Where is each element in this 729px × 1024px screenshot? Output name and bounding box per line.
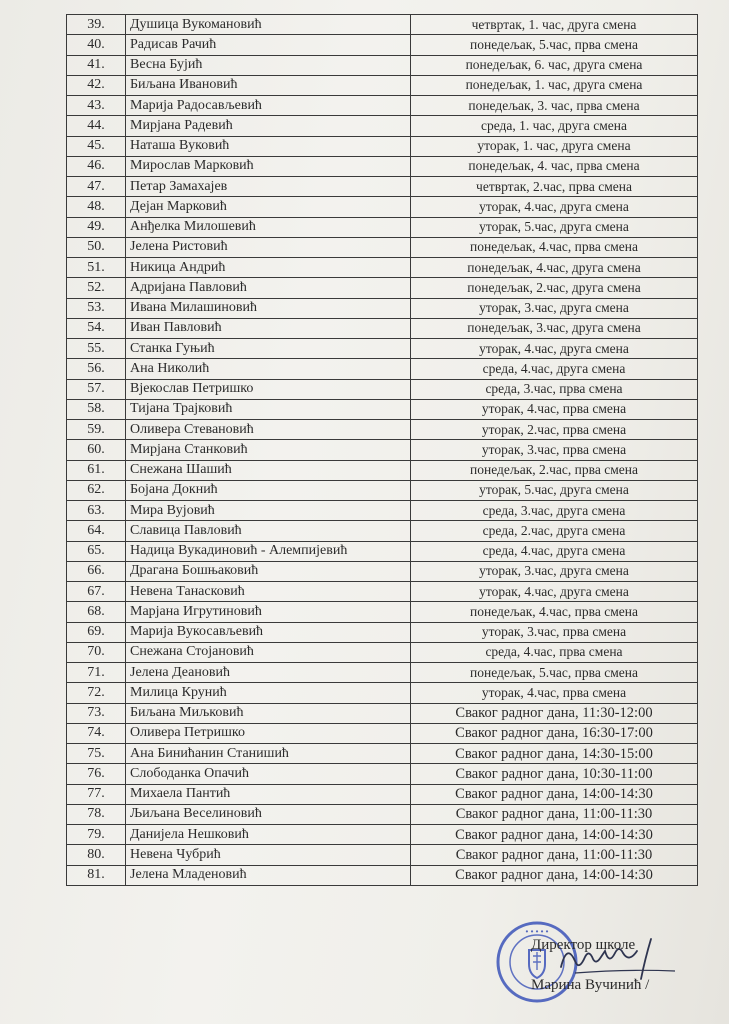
consultation-time: уторак, 5.час, друга смена bbox=[411, 480, 698, 500]
row-number: 75. bbox=[67, 744, 126, 764]
table-row bbox=[67, 177, 698, 197]
row-number: 69. bbox=[67, 622, 126, 642]
row-number: 40. bbox=[67, 35, 126, 55]
consultation-time: уторак, 4.час, прва смена bbox=[411, 399, 698, 419]
consultation-time: четвртак, 1. час, друга смена bbox=[411, 15, 698, 35]
consultation-time: Сваког радног дана, 10:30-11:00 bbox=[411, 764, 698, 784]
table-row bbox=[67, 723, 698, 743]
table-row bbox=[67, 116, 698, 136]
teacher-name: Марија Вукосављевић bbox=[126, 622, 411, 642]
row-number: 45. bbox=[67, 136, 126, 156]
table-row bbox=[67, 764, 698, 784]
teacher-name: Весна Бујић bbox=[126, 55, 411, 75]
row-number: 54. bbox=[67, 318, 126, 338]
table-row bbox=[67, 278, 698, 298]
row-number: 72. bbox=[67, 683, 126, 703]
row-number: 61. bbox=[67, 460, 126, 480]
table-row bbox=[67, 642, 698, 662]
teacher-name: Милица Крунић bbox=[126, 683, 411, 703]
row-number: 47. bbox=[67, 177, 126, 197]
consultation-time: Сваког радног дана, 14:00-14:30 bbox=[411, 784, 698, 804]
table-row bbox=[67, 55, 698, 75]
row-number: 39. bbox=[67, 15, 126, 35]
teacher-name: Мирјана Станковић bbox=[126, 440, 411, 460]
row-number: 60. bbox=[67, 440, 126, 460]
consultation-time: уторак, 3.час, друга смена bbox=[411, 561, 698, 581]
row-number: 49. bbox=[67, 217, 126, 237]
table-row bbox=[67, 35, 698, 55]
row-number: 57. bbox=[67, 379, 126, 399]
consultation-time: понедељак, 2.час, прва смена bbox=[411, 460, 698, 480]
consultation-time: понедељак, 4.час, прва смена bbox=[411, 602, 698, 622]
teacher-name: Анђелка Милошевић bbox=[126, 217, 411, 237]
row-number: 55. bbox=[67, 339, 126, 359]
teacher-name: Љиљана Веселиновић bbox=[126, 804, 411, 824]
consultation-time: уторак, 3.час, прва смена bbox=[411, 622, 698, 642]
teacher-name: Михаела Пантић bbox=[126, 784, 411, 804]
table-row bbox=[67, 663, 698, 683]
teacher-name: Надица Вукадиновић - Алемпијевић bbox=[126, 541, 411, 561]
table-row bbox=[67, 501, 698, 521]
teacher-name: Иван Павловић bbox=[126, 318, 411, 338]
consultation-time: Сваког радног дана, 14:00-14:30 bbox=[411, 825, 698, 845]
table-row bbox=[67, 237, 698, 257]
table-row bbox=[67, 602, 698, 622]
consultation-time: Сваког радног дана, 14:30-15:00 bbox=[411, 744, 698, 764]
teacher-name: Ана Николић bbox=[126, 359, 411, 379]
teacher-name: Невена Чубрић bbox=[126, 845, 411, 865]
table-row bbox=[67, 298, 698, 318]
teacher-name: Мирослав Марковић bbox=[126, 156, 411, 176]
signature-block bbox=[495, 915, 715, 1015]
consultation-time: понедељак, 4. час, прва смена bbox=[411, 156, 698, 176]
row-number: 65. bbox=[67, 541, 126, 561]
consultation-time: среда, 3.час, прва смена bbox=[411, 379, 698, 399]
row-number: 53. bbox=[67, 298, 126, 318]
table-row bbox=[67, 541, 698, 561]
table-row bbox=[67, 804, 698, 824]
table-row bbox=[67, 683, 698, 703]
director-name-text: Марина Вучинић bbox=[531, 977, 642, 993]
consultation-time: понедељак, 4.час, друга смена bbox=[411, 258, 698, 278]
table-row bbox=[67, 15, 698, 35]
table-row bbox=[67, 622, 698, 642]
row-number: 56. bbox=[67, 359, 126, 379]
teacher-name: Марија Радосављевић bbox=[126, 96, 411, 116]
teacher-name: Дејан Марковић bbox=[126, 197, 411, 217]
row-number: 59. bbox=[67, 420, 126, 440]
consultation-time: уторак, 1. час, друга смена bbox=[411, 136, 698, 156]
table-row bbox=[67, 865, 698, 885]
row-number: 64. bbox=[67, 521, 126, 541]
row-number: 80. bbox=[67, 845, 126, 865]
teacher-name: Бојана Докнић bbox=[126, 480, 411, 500]
teacher-name: Оливера Петришко bbox=[126, 723, 411, 743]
teacher-name: Душица Вукомановић bbox=[126, 15, 411, 35]
teacher-name: Ивана Милашиновић bbox=[126, 298, 411, 318]
teacher-name: Вјекослав Петришко bbox=[126, 379, 411, 399]
table-row bbox=[67, 156, 698, 176]
table-row bbox=[67, 197, 698, 217]
row-number: 42. bbox=[67, 75, 126, 95]
consultation-time: уторак, 4.час, друга смена bbox=[411, 582, 698, 602]
row-number: 48. bbox=[67, 197, 126, 217]
consultation-time: уторак, 4.час, друга смена bbox=[411, 339, 698, 359]
teacher-name: Јелена Младеновић bbox=[126, 865, 411, 885]
table-row bbox=[67, 744, 698, 764]
consultation-time: четвртак, 2.час, прва смена bbox=[411, 177, 698, 197]
consultation-time: Сваког радног дана, 14:00-14:30 bbox=[411, 865, 698, 885]
consultation-time: понедељак, 4.час, прва смена bbox=[411, 237, 698, 257]
row-number: 79. bbox=[67, 825, 126, 845]
consultation-time: среда, 4.час, друга смена bbox=[411, 359, 698, 379]
row-number: 74. bbox=[67, 723, 126, 743]
consultation-schedule-table bbox=[66, 14, 698, 886]
table-row bbox=[67, 75, 698, 95]
teacher-name: Јелена Деановић bbox=[126, 663, 411, 683]
consultation-time: уторак, 3.час, прва смена bbox=[411, 440, 698, 460]
row-number: 70. bbox=[67, 642, 126, 662]
consultation-time: понедељак, 3. час, прва смена bbox=[411, 96, 698, 116]
consultation-time: среда, 4.час, прва смена bbox=[411, 642, 698, 662]
consultation-time: среда, 3.час, друга смена bbox=[411, 501, 698, 521]
teacher-name: Славица Павловић bbox=[126, 521, 411, 541]
table-row bbox=[67, 561, 698, 581]
consultation-time: понедељак, 5.час, прва смена bbox=[411, 35, 698, 55]
table-row bbox=[67, 480, 698, 500]
row-number: 41. bbox=[67, 55, 126, 75]
consultation-time: среда, 2.час, друга смена bbox=[411, 521, 698, 541]
teacher-name: Снежана Стојановић bbox=[126, 642, 411, 662]
consultation-time: уторак, 3.час, друга смена bbox=[411, 298, 698, 318]
table-row bbox=[67, 217, 698, 237]
table-row bbox=[67, 136, 698, 156]
teacher-name: Слободанка Опачић bbox=[126, 764, 411, 784]
consultation-time: уторак, 5.час, друга смена bbox=[411, 217, 698, 237]
row-number: 71. bbox=[67, 663, 126, 683]
row-number: 67. bbox=[67, 582, 126, 602]
teacher-name: Биљана Миљковић bbox=[126, 703, 411, 723]
svg-text:• • • • •: • • • • • bbox=[525, 927, 549, 936]
teacher-name: Невена Танасковић bbox=[126, 582, 411, 602]
consultation-time: Сваког радног дана, 11:00-11:30 bbox=[411, 845, 698, 865]
table-row bbox=[67, 258, 698, 278]
table-row bbox=[67, 399, 698, 419]
row-number: 77. bbox=[67, 784, 126, 804]
row-number: 66. bbox=[67, 561, 126, 581]
table-row bbox=[67, 420, 698, 440]
teacher-name: Никица Андрић bbox=[126, 258, 411, 278]
teacher-name: Тијана Трајковић bbox=[126, 399, 411, 419]
consultation-time: понедељак, 2.час, друга смена bbox=[411, 278, 698, 298]
row-number: 76. bbox=[67, 764, 126, 784]
row-number: 44. bbox=[67, 116, 126, 136]
row-number: 43. bbox=[67, 96, 126, 116]
table-row bbox=[67, 784, 698, 804]
table-row bbox=[67, 359, 698, 379]
consultation-time: Сваког радног дана, 11:30-12:00 bbox=[411, 703, 698, 723]
consultation-time: понедељак, 1. час, друга смена bbox=[411, 75, 698, 95]
teacher-name: Станка Гуњић bbox=[126, 339, 411, 359]
row-number: 78. bbox=[67, 804, 126, 824]
table-row bbox=[67, 318, 698, 338]
teacher-name: Радисав Рачић bbox=[126, 35, 411, 55]
teacher-name: Мирјана Радевић bbox=[126, 116, 411, 136]
teacher-name: Наташа Вуковић bbox=[126, 136, 411, 156]
teacher-name: Адријана Павловић bbox=[126, 278, 411, 298]
teacher-name: Снежана Шашић bbox=[126, 460, 411, 480]
row-number: 51. bbox=[67, 258, 126, 278]
table-row bbox=[67, 460, 698, 480]
consultation-time: Сваког радног дана, 16:30-17:00 bbox=[411, 723, 698, 743]
teacher-name: Марјана Игрутиновић bbox=[126, 602, 411, 622]
row-number: 68. bbox=[67, 602, 126, 622]
table-row bbox=[67, 582, 698, 602]
row-number: 63. bbox=[67, 501, 126, 521]
teacher-name: Данијела Нешковић bbox=[126, 825, 411, 845]
teacher-name: Оливера Стевановић bbox=[126, 420, 411, 440]
consultation-time: уторак, 4.час, друга смена bbox=[411, 197, 698, 217]
row-number: 50. bbox=[67, 237, 126, 257]
consultation-time: понедељак, 5.час, прва смена bbox=[411, 663, 698, 683]
teacher-name: Драгана Бошњаковић bbox=[126, 561, 411, 581]
row-number: 58. bbox=[67, 399, 126, 419]
table-row bbox=[67, 96, 698, 116]
row-number: 46. bbox=[67, 156, 126, 176]
table-row bbox=[67, 845, 698, 865]
handwritten-signature-icon bbox=[555, 933, 675, 983]
director-name: Марина Вучинић / bbox=[531, 977, 650, 993]
row-number: 81. bbox=[67, 865, 126, 885]
table-row bbox=[67, 379, 698, 399]
row-number: 73. bbox=[67, 703, 126, 723]
consultation-time: уторак, 4.час, прва смена bbox=[411, 683, 698, 703]
teacher-name: Ана Бинићанин Станишић bbox=[126, 744, 411, 764]
consultation-time: среда, 4.час, друга смена bbox=[411, 541, 698, 561]
table-row bbox=[67, 703, 698, 723]
consultation-time: понедељак, 6. час, друга смена bbox=[411, 55, 698, 75]
teacher-name: Мира Вујовић bbox=[126, 501, 411, 521]
consultation-time: Сваког радног дана, 11:00-11:30 bbox=[411, 804, 698, 824]
teacher-name: Биљана Ивановић bbox=[126, 75, 411, 95]
consultation-time: уторак, 2.час, прва смена bbox=[411, 420, 698, 440]
consultation-time: понедељак, 3.час, друга смена bbox=[411, 318, 698, 338]
row-number: 52. bbox=[67, 278, 126, 298]
consultation-time: среда, 1. час, друга смена bbox=[411, 116, 698, 136]
teacher-name: Јелена Ристовић bbox=[126, 237, 411, 257]
table-row bbox=[67, 339, 698, 359]
table-row bbox=[67, 440, 698, 460]
table-row bbox=[67, 521, 698, 541]
table-row bbox=[67, 825, 698, 845]
row-number: 62. bbox=[67, 480, 126, 500]
teacher-name: Петар Замахајев bbox=[126, 177, 411, 197]
director-title: Директор школе bbox=[531, 937, 636, 953]
